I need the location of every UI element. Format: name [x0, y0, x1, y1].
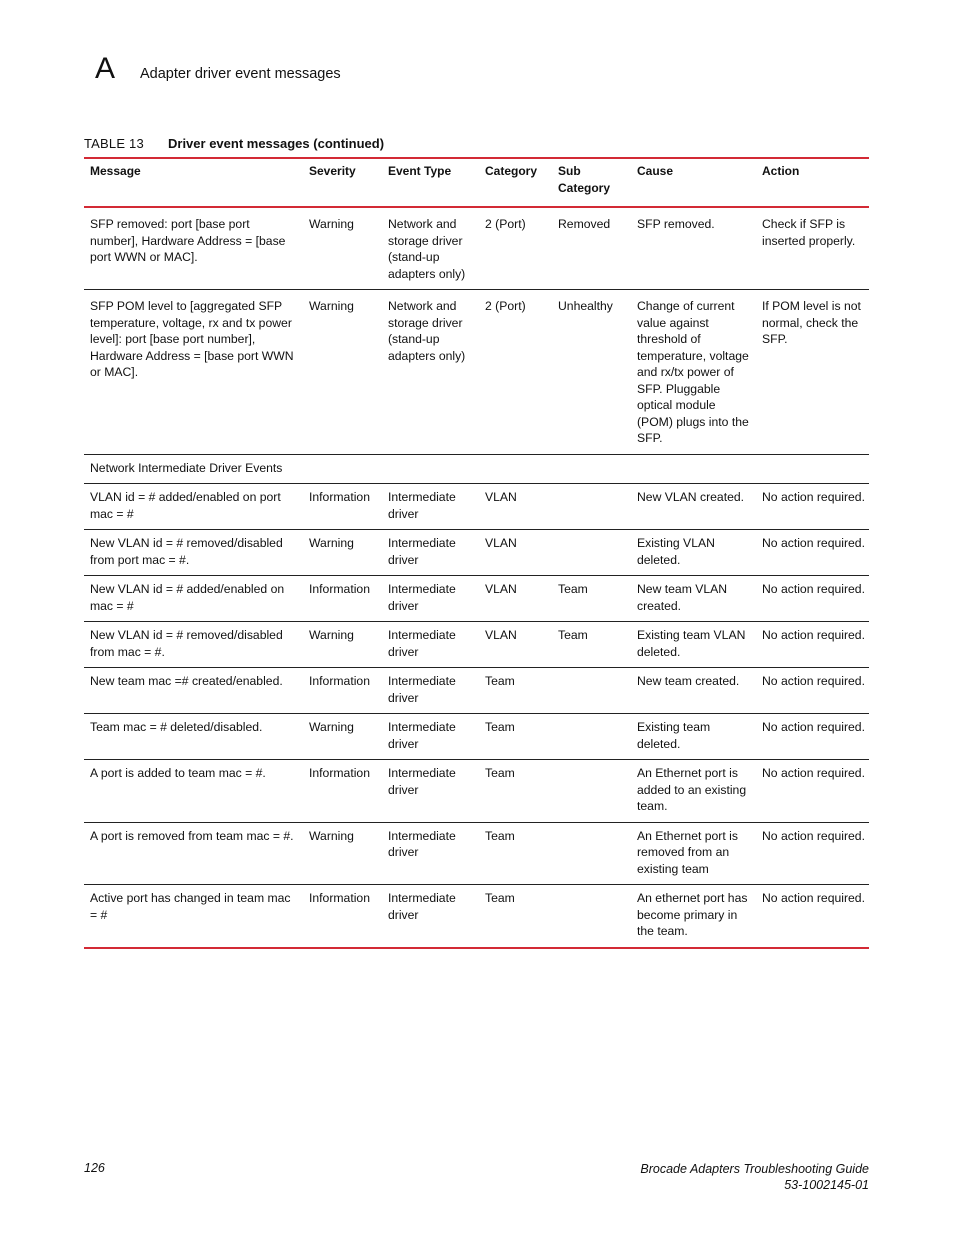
col-header-event-type: Event Type	[382, 158, 479, 207]
cell-sub-category: Removed	[552, 207, 631, 290]
col-header-action: Action	[756, 158, 869, 207]
cell-event-type: Network and storage driver (stand-up adapters only)	[382, 290, 479, 455]
cell-cause: Existing VLAN deleted.	[631, 530, 756, 576]
cell-event-type: Intermediate driver	[382, 885, 479, 948]
cell-category: Team	[479, 885, 552, 948]
cell-sub-category	[552, 822, 631, 885]
cell-category: 2 (Port)	[479, 207, 552, 290]
cell-severity: Information	[303, 885, 382, 948]
table-row	[84, 822, 869, 885]
cell-cause: Change of current value against threshold of temperature, voltage and rx/tx power of SFP. Pluggable optical module (POM) plugs into the SFP.	[631, 290, 756, 455]
cell-sub-category	[552, 668, 631, 714]
cell-message: New team mac =# created/enabled.	[84, 668, 303, 714]
cell-action: No action required.	[756, 668, 869, 714]
cell-severity: Information	[303, 760, 382, 823]
cell-cause: Existing team VLAN deleted.	[631, 622, 756, 668]
cell-sub-category: Team	[552, 622, 631, 668]
cell-severity: Warning	[303, 290, 382, 455]
cell-action: No action required.	[756, 885, 869, 948]
cell-severity: Warning	[303, 530, 382, 576]
cell-event-type: Intermediate driver	[382, 530, 479, 576]
cell-event-type: Intermediate driver	[382, 760, 479, 823]
cell-message: VLAN id = # added/enabled on port mac = #	[84, 484, 303, 530]
cell-category: VLAN	[479, 622, 552, 668]
cell-action: No action required.	[756, 714, 869, 760]
table-row	[84, 207, 869, 290]
table-row	[84, 530, 869, 576]
cell-sub-category	[552, 484, 631, 530]
cell-event-type: Network and storage driver (stand-up adapters only)	[382, 207, 479, 290]
cell-event-type: Intermediate driver	[382, 576, 479, 622]
cell-event-type: Intermediate driver	[382, 668, 479, 714]
cell-message: A port is removed from team mac = #.	[84, 822, 303, 885]
cell-severity: Warning	[303, 207, 382, 290]
cell-category: Team	[479, 760, 552, 823]
cell-action: No action required.	[756, 822, 869, 885]
cell-action: Check if SFP is inserted properly.	[756, 207, 869, 290]
chapter-letter: A	[95, 52, 115, 85]
cell-cause: New team created.	[631, 668, 756, 714]
cell-severity: Information	[303, 484, 382, 530]
cell-action: No action required.	[756, 622, 869, 668]
cell-cause: Existing team deleted.	[631, 714, 756, 760]
page-number: 126	[84, 1161, 105, 1175]
cell-action: No action required.	[756, 576, 869, 622]
cell-action: If POM level is not normal, check the SFP.	[756, 290, 869, 455]
table-title: Driver event messages (continued)	[168, 136, 385, 151]
cell-category: Team	[479, 714, 552, 760]
cell-event-type: Intermediate driver	[382, 622, 479, 668]
section-row	[84, 454, 869, 484]
col-header-sub-category: Sub Category	[552, 158, 631, 207]
cell-cause: An Ethernet port is removed from an existing team	[631, 822, 756, 885]
cell-category: Team	[479, 822, 552, 885]
cell-cause: SFP removed.	[631, 207, 756, 290]
table-row	[84, 484, 869, 530]
cell-severity: Warning	[303, 822, 382, 885]
table-row	[84, 622, 869, 668]
cell-action: No action required.	[756, 484, 869, 530]
table-row	[84, 714, 869, 760]
col-header-category: Category	[479, 158, 552, 207]
cell-cause: An ethernet port has become primary in the team.	[631, 885, 756, 948]
cell-message: New VLAN id = # added/enabled on mac = #	[84, 576, 303, 622]
cell-category: VLAN	[479, 576, 552, 622]
cell-cause: New team VLAN created.	[631, 576, 756, 622]
col-header-message: Message	[84, 158, 303, 207]
guide-title: Brocade Adapters Troubleshooting Guide	[640, 1162, 869, 1176]
cell-event-type: Intermediate driver	[382, 484, 479, 530]
cell-event-type: Intermediate driver	[382, 714, 479, 760]
cell-category: VLAN	[479, 530, 552, 576]
table-caption	[84, 136, 384, 151]
cell-message: SFP POM level to [aggregated SFP temperature, voltage, rx and tx power level]: port [base port number], Hardware Address = [base port WWN or MAC].	[84, 290, 303, 455]
table-row	[84, 668, 869, 714]
cell-sub-category	[552, 714, 631, 760]
cell-cause: An Ethernet port is added to an existing team.	[631, 760, 756, 823]
cell-sub-category	[552, 760, 631, 823]
cell-sub-category: Team	[552, 576, 631, 622]
cell-message: SFP removed: port [base port number], Hardware Address = [base port WWN or MAC].	[84, 207, 303, 290]
cell-cause: New VLAN created.	[631, 484, 756, 530]
table-row	[84, 290, 869, 455]
cell-severity: Warning	[303, 622, 382, 668]
cell-sub-category: Unhealthy	[552, 290, 631, 455]
cell-category: Team	[479, 668, 552, 714]
cell-action: No action required.	[756, 530, 869, 576]
table-row	[84, 885, 869, 948]
cell-message: New VLAN id = # removed/disabled from port mac = #.	[84, 530, 303, 576]
cell-severity: Warning	[303, 714, 382, 760]
cell-severity: Information	[303, 668, 382, 714]
section-label: Network Intermediate Driver Events	[84, 454, 869, 484]
cell-sub-category	[552, 885, 631, 948]
footer-doc-info	[640, 1161, 869, 1193]
cell-message: New VLAN id = # removed/disabled from mac = #.	[84, 622, 303, 668]
doc-number: 53-1002145-01	[784, 1178, 869, 1192]
chapter-title: Adapter driver event messages	[140, 66, 341, 82]
cell-category: 2 (Port)	[479, 290, 552, 455]
table-number: TABLE 13	[84, 136, 144, 151]
table-row	[84, 760, 869, 823]
cell-action: No action required.	[756, 760, 869, 823]
table-header-row	[84, 158, 869, 207]
cell-sub-category	[552, 530, 631, 576]
cell-message: Team mac = # deleted/disabled.	[84, 714, 303, 760]
cell-category: VLAN	[479, 484, 552, 530]
cell-message: Active port has changed in team mac = #	[84, 885, 303, 948]
col-header-severity: Severity	[303, 158, 382, 207]
cell-event-type: Intermediate driver	[382, 822, 479, 885]
cell-severity: Information	[303, 576, 382, 622]
table-row	[84, 576, 869, 622]
cell-message: A port is added to team mac = #.	[84, 760, 303, 823]
col-header-cause: Cause	[631, 158, 756, 207]
event-table	[84, 157, 869, 949]
